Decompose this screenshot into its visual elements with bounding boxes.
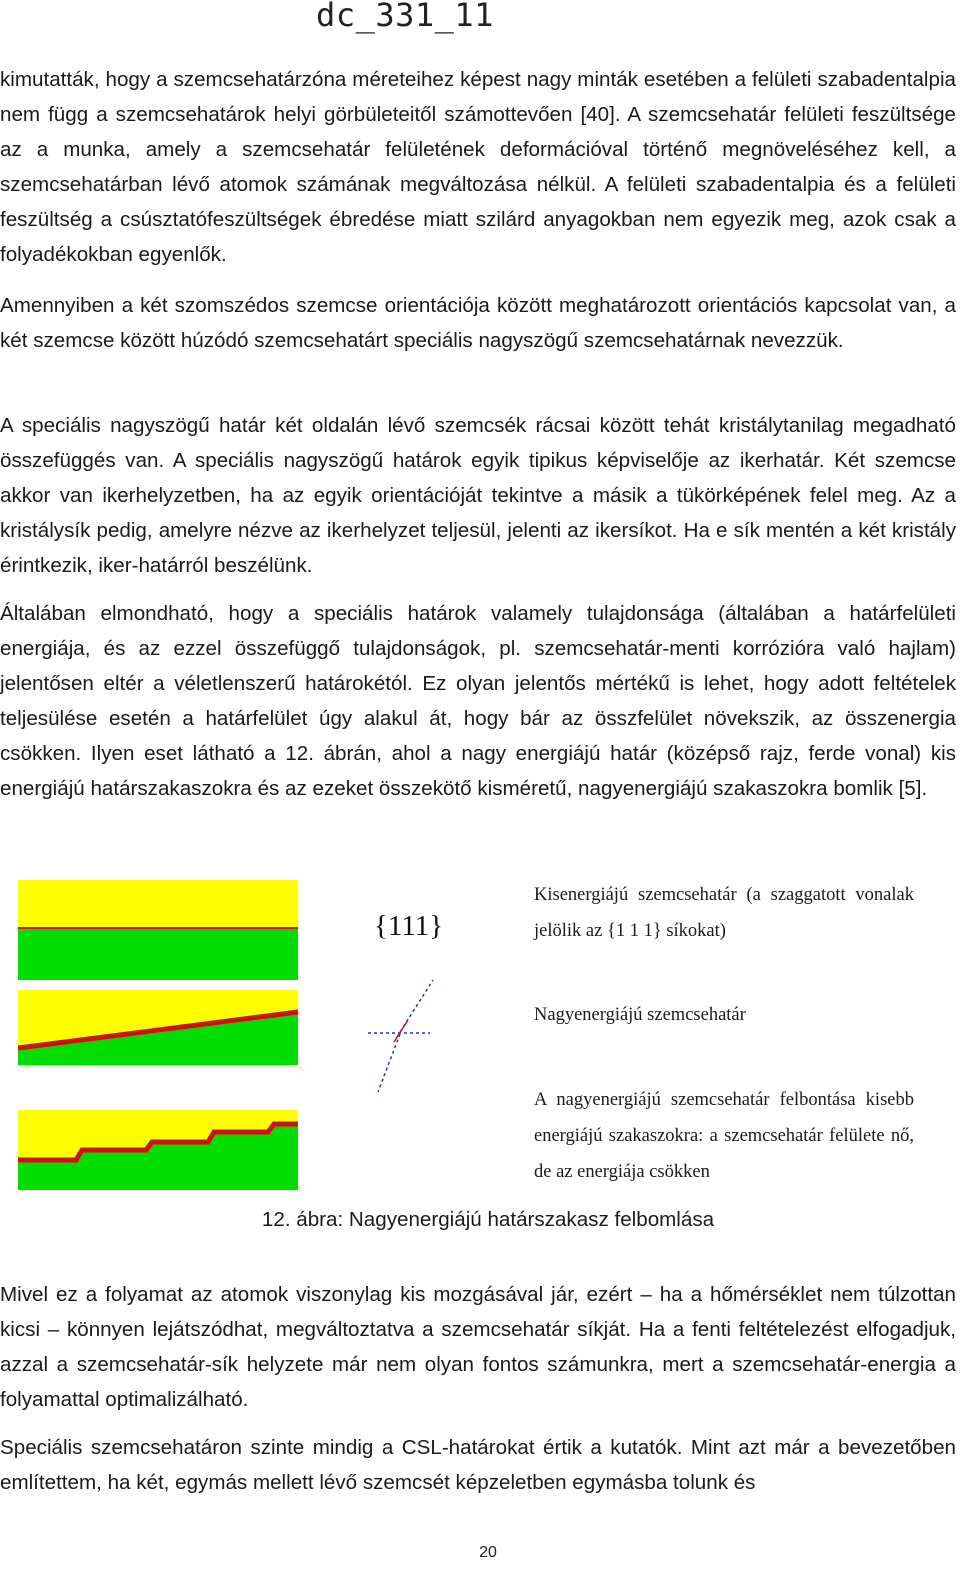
figure-caption: 12. ábra: Nagyenergiájú határszakasz felbomlása <box>261 1208 715 1231</box>
paragraph-1: kimutatták, hogy a szemcsehatárzóna méreteihez képest nagy minták esetében a felületi szabadentalpia nem függ a szemcsehatárok helyi görbületeitől számottevően [40]. A szemcsehatár felületi feszültsége az a munka, amely a szemcsehatár felületének deformációval történő megnöveléséhez kell, a szemcsehatárban lévő atomok számának megváltozása nélkül. A felületi szabadentalpia és a felületi feszültség a csúsztatófeszültségek ébredése miatt szilárd anyagokban nem egyezik meg, azok csak a folyadékokban egyenlők. <box>0 68 956 266</box>
paragraph-4: Általában elmondható, hogy a speciális határok valamely tulajdonsága (általában a határfelületi energiája, és az ezzel összefüggő tulajdonságok, pl. szemcsehatár-menti korrózióra való hajlam) jelentősen eltér a véletlenszerű határokétól. Ez olyan jelentős mértékű is lehet, hogy adott feltételek teljesülése esetén a határfelület úgy alakul át, hogy bár az összfelület növekszik, az összenergia csökken. Ilyen eset látható a 12. ábrán, ahol a nagy energiájú határ (középső rajz, ferde vonal) kis energiájú határszakaszokra és az ezeket összekötő kisméretű, nagyenergiájú szakaszokra bomlik [5]. <box>0 602 956 800</box>
document-id-header: dc_331_11 <box>316 0 494 34</box>
paragraph-2: Amennyiben a két szomszédos szemcse orientációja között meghatározott orientációs kapcsolat van, a két szemcse között húzódó szemcsehatárt speciális nagyszögű szemcsehatárnak nevezzük. <box>0 294 956 352</box>
label-boundary-decomposition: A nagyenergiájú szemcsehatár felbontása kisebb energiájú szakaszokra: a szemcsehatár felülete nő, de az energiája csökken <box>534 1090 914 1182</box>
page-number: 20 <box>479 1544 497 1561</box>
paragraph-3: A speciális nagyszögű határ két oldalán lévő szemcsék rácsai között tehát kristálytanilag megadható összefüggés van. A speciális nagyszögű határok egyik tipikus képviselője az ikerhatár. Két szemcse akkor van ikerhelyzetben, ha az egyik orientációját tekintve a másik a tükörképének felel meg. Az a kristálysík pedig, amelyre nézve az ikerhelyzet teljesül, jelenti az ikersíkot. Ha e sík mentén a két kristály érintkezik, iker-határról beszélünk. <box>0 414 956 577</box>
miller-index-label: {111} <box>374 910 444 942</box>
top-panel-upper-grain <box>18 880 298 928</box>
label-low-energy-boundary: Kisenergiájú szemcsehatár (a szaggatott vonalak jelölik az {1 1 1} síkokat) <box>534 885 914 941</box>
paragraph-6: Speciális szemcsehatáron szinte mindig a CSL-határokat értik a kutatók. Mint azt már a bevezetőben említettem, ha két, egymás mellett lévő szemcsét képzeletben egymásba tolunk és <box>0 1436 956 1494</box>
plane-111-lower-inclined <box>378 1034 400 1092</box>
top-panel-lower-grain <box>18 928 298 980</box>
figure-12 <box>18 880 948 1240</box>
label-high-energy-boundary: Nagyenergiájú szemcsehatár <box>534 1005 746 1025</box>
plane-111-mid-slope <box>394 1020 408 1042</box>
paragraph-5: Mivel ez a folyamat az atomok viszonylag kis mozgásával jár, ezért – ha a hőmérséklet nem túlzottan kicsi – könnyen lejátszódhat, megváltoztatva a szemcsehatár síkját. Ha a fenti feltételezést elfogadjuk, azzal a szemcsehatár-sík helyzete már nem olyan fontos számunkra, mert a szemcsehatár-energia a folyamattal optimalizálható. <box>0 1283 956 1411</box>
